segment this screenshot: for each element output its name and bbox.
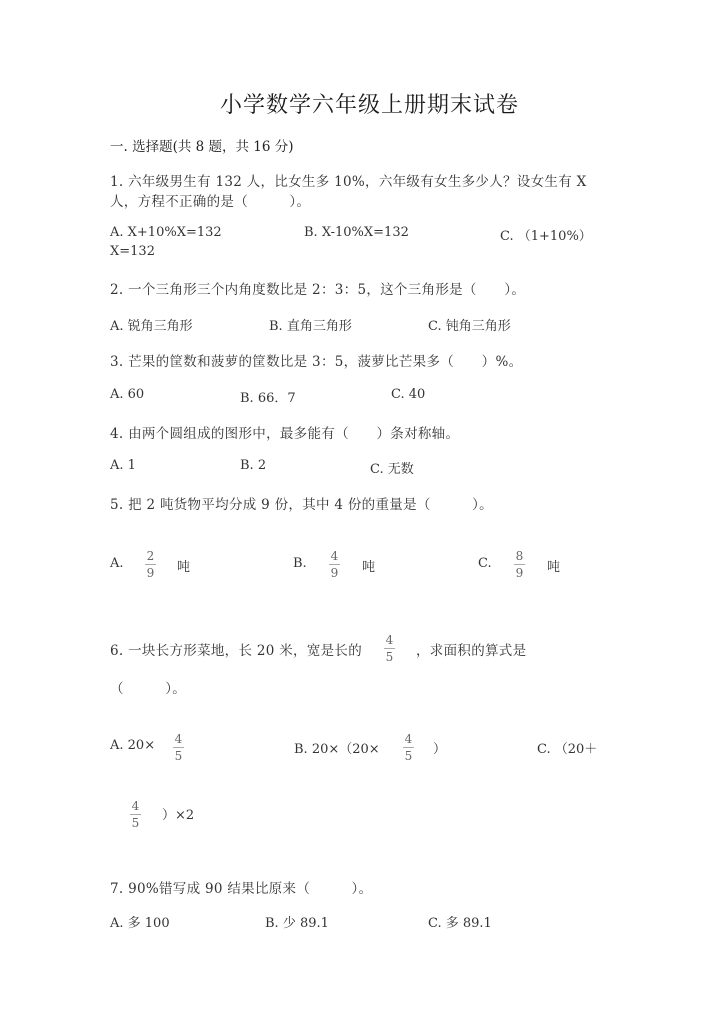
fraction-bar [329, 564, 340, 565]
unit: 吨 [547, 560, 561, 575]
fraction [329, 550, 340, 579]
numerator: 4 [404, 732, 413, 746]
fraction-bar [384, 648, 395, 649]
denominator: 9 [146, 566, 155, 580]
numerator: 8 [515, 549, 524, 563]
fraction [173, 733, 184, 762]
option-b[interactable]: B. 2 [240, 458, 267, 473]
fraction-bar [403, 747, 414, 748]
question-stem-line2: （ ）。 [110, 681, 187, 697]
question-stem: 4. 由两个圆组成的图形中，最多能有（ ）条对称轴。 [110, 426, 460, 442]
option-c[interactable]: C. （1+10%） [500, 229, 592, 244]
numerator: 4 [330, 549, 339, 563]
fraction [384, 634, 395, 663]
fraction [130, 800, 141, 829]
option-suffix: ）×2 [162, 808, 195, 823]
numerator: 4 [174, 732, 183, 746]
option-a[interactable]: A. 1 [110, 458, 136, 473]
question-stem-cont: ，求面积的算式是 [416, 643, 527, 659]
option-a[interactable]: A. X+10%X=132 [110, 225, 222, 240]
option-b[interactable]: B. 66．7 [240, 391, 296, 406]
fraction [514, 550, 525, 579]
numerator: 4 [131, 799, 140, 813]
denominator: 5 [174, 749, 183, 763]
fraction-bar [130, 814, 141, 815]
option-b[interactable]: B. X-10%X=132 [304, 225, 409, 240]
denominator: 5 [385, 650, 394, 664]
question-stem: 7. 90%错写成 90 结果比原来（ ）。 [110, 881, 373, 897]
numerator: 2 [146, 549, 155, 563]
question-stem: 2. 一个三角形三个内角度数比是 2：3：5，这个三角形是（ ）。 [110, 282, 526, 298]
fraction-bar [145, 564, 156, 565]
option-prefix: A. 20× [110, 738, 156, 753]
option-a[interactable]: A. 多 100 [110, 916, 170, 931]
fraction [403, 733, 414, 762]
option-label: A. [110, 556, 124, 571]
option-a[interactable]: A. 60 [110, 387, 145, 402]
option-prefix: B. 20×（20× [294, 742, 380, 757]
option-suffix: ） [433, 742, 447, 757]
denominator: 9 [515, 566, 524, 580]
option-prefix: C. （20＋ [537, 742, 598, 757]
page-title: 小学数学六年级上册期末试卷 [220, 93, 520, 118]
question-stem: 6. 一块长方形菜地，长 20 米，宽是长的 [110, 643, 363, 659]
option-b[interactable]: B. 少 89.1 [265, 916, 329, 931]
option-c[interactable]: C. 钝角三角形 [428, 319, 511, 334]
option-a[interactable]: A. 锐角三角形 [110, 319, 193, 334]
unit: 吨 [362, 560, 376, 575]
option-b[interactable]: B. 直角三角形 [269, 319, 352, 334]
fraction-bar [514, 564, 525, 565]
question-stem: 5. 把 2 吨货物平均分成 9 份，其中 4 份的重量是（ ）。 [110, 497, 493, 513]
denominator: 9 [330, 566, 339, 580]
denominator: 5 [404, 749, 413, 763]
option-label: B. [293, 556, 307, 571]
question-stem: 3. 芒果的筐数和菠萝的筐数比是 3：5，菠萝比芒果多（ ）%。 [110, 354, 523, 370]
section-heading: 一. 选择题(共 8 题，共 16 分) [110, 139, 294, 155]
fraction [145, 550, 156, 579]
unit: 吨 [177, 560, 191, 575]
question-stem-cont: 人，方程不正确的是（ ）。 [110, 194, 311, 210]
option-c[interactable]: C. 无数 [370, 462, 414, 477]
denominator: 5 [131, 816, 140, 830]
option-c[interactable]: C. 40 [391, 387, 426, 402]
question-stem: 1. 六年级男生有 132 人，比女生多 10%，六年级有女生多少人？设女生有 X [110, 174, 587, 190]
option-label: C. [478, 556, 492, 571]
option-c-cont: X=132 [110, 244, 155, 259]
fraction-bar [173, 747, 184, 748]
numerator: 4 [385, 633, 394, 647]
option-c[interactable]: C. 多 89.1 [428, 916, 492, 931]
